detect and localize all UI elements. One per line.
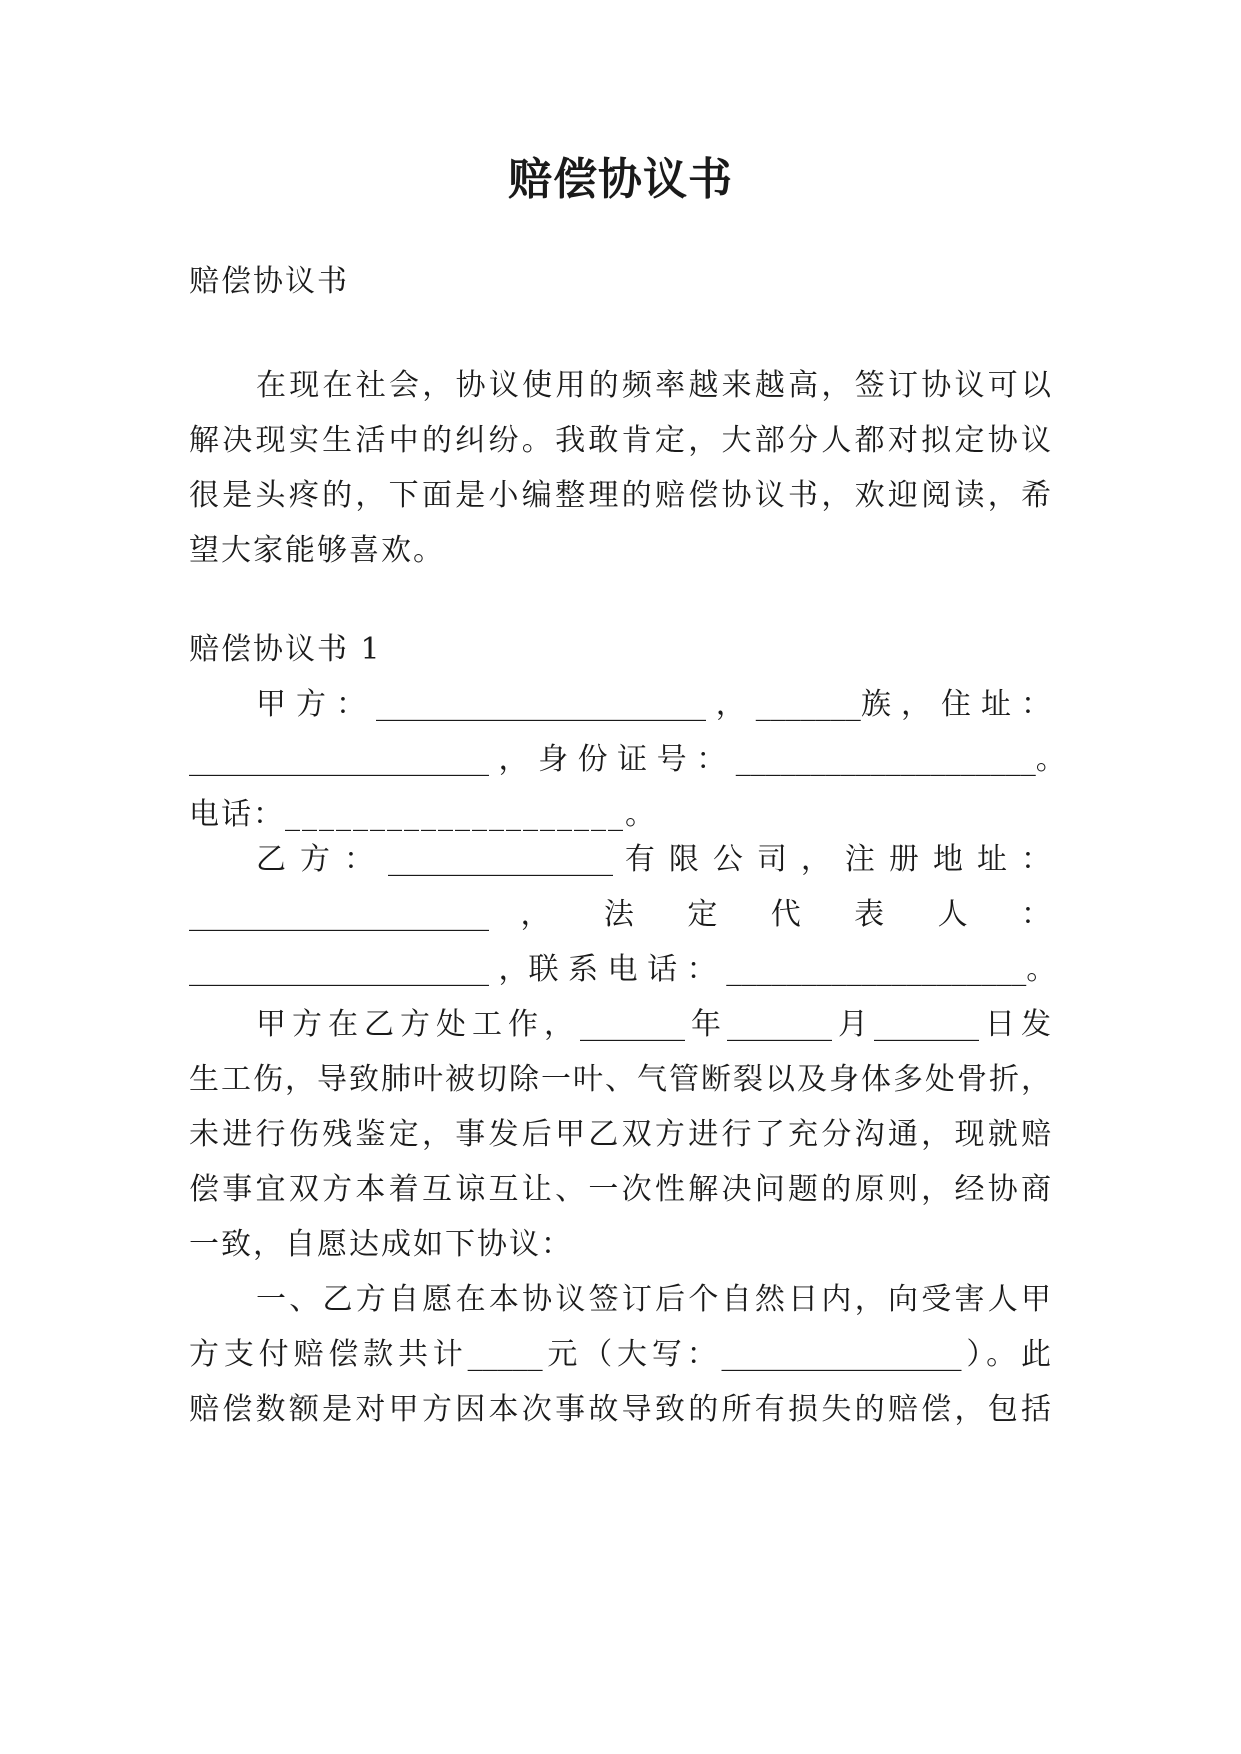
body-line: 生工伤，导致肺叶被切除一叶、气管断裂以及身体多处骨折， [189,1062,1051,1097]
party-a-line: 电话：____________________。 [189,797,657,832]
document-title: 赔偿协议书 [508,154,733,205]
body-line: 偿事宜双方本着互谅互让、一次性解决问题的原则，经协商 [189,1172,1051,1207]
clause-line: 一、乙方自愿在本协议签订后个自然日内，向受害人甲 [256,1282,1051,1317]
document-subtitle: 赔偿协议书 [189,264,349,299]
party-b-line: ____________________ ， 法 定 代 表 人 ： [189,897,1051,932]
intro-line: 解决现实生活中的纠纷。我敢肯定，大部分人都对拟定协议 [189,423,1051,458]
party-b-line: 乙 方 ： _______________ 有 限 公 司 ， 注 册 地 址 ： [256,842,1051,877]
body-line: 一致，自愿达成如下协议： [189,1227,573,1262]
section-heading: 赔偿协议书 1 [189,632,382,667]
body-line: 甲方在乙方处工作，_______年_______月_______日发 [256,1007,1051,1042]
clause-line: 赔偿数额是对甲方因本次事故导致的所有损失的赔偿，包括 [189,1392,1051,1427]
intro-line: 在现在社会，协议使用的频率越来越高，签订协议可以 [256,368,1051,403]
intro-line: 很是头疼的，下面是小编整理的赔偿协议书，欢迎阅读，希 [189,478,1051,513]
intro-line: 望大家能够喜欢。 [189,533,445,568]
body-line: 未进行伤残鉴定，事发后甲乙双方进行了充分沟通，现就赔 [189,1117,1051,1152]
party-a-line: ____________________ ， 身 份 证 号 ： ____________________。 [189,742,1066,777]
party-b-line: ____________________ ，联 系 电 话 ： ____________________。 [189,952,1057,987]
party-a-line: 甲 方 ： ______________________ ， _______族 ， 住 址 ： [256,687,1051,722]
clause-line: 方支付赔偿款共计_____元（大写：________________）。此 [189,1337,1051,1372]
